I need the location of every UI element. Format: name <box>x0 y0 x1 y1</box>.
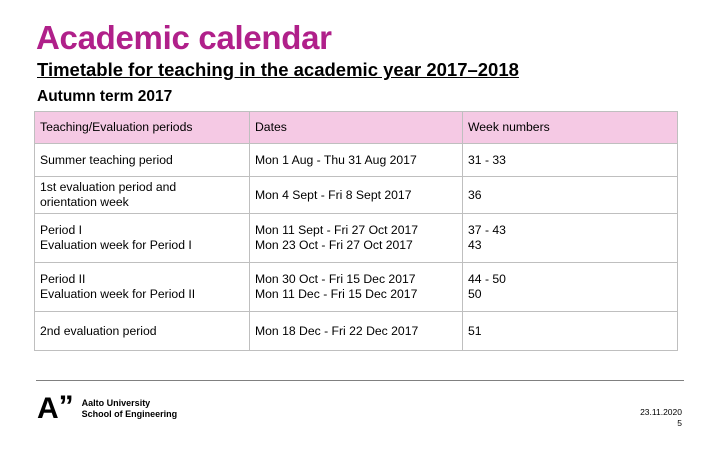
timetable <box>34 111 678 351</box>
weeks-cell <box>463 312 678 351</box>
school-name: School of Engineering <box>81 409 178 419</box>
university-name: Aalto University <box>81 398 151 408</box>
table-body <box>35 144 678 351</box>
table-row <box>35 312 678 351</box>
period-cell <box>35 214 250 263</box>
table-row <box>35 263 678 312</box>
table-row <box>35 144 678 177</box>
page-meta <box>640 407 682 429</box>
table-header <box>35 112 678 144</box>
dates-cell <box>250 214 463 263</box>
weeks-cell <box>463 144 678 177</box>
weeks-text: 44 - 50 <box>468 272 506 286</box>
footer-date: 23.11.2020 <box>640 407 682 417</box>
table-row <box>35 214 678 263</box>
header-weeks: Week numbers <box>463 112 678 144</box>
dates-cell <box>250 263 463 312</box>
period-text: 1st evaluation period and <box>40 180 177 194</box>
logo-text <box>82 398 178 420</box>
period-text: Period II <box>40 272 86 286</box>
dates-text: Mon 23 Oct - Fri 27 Oct 2017 <box>255 238 413 252</box>
dates-cell <box>250 177 463 214</box>
dates-cell <box>250 312 463 351</box>
dates-cell <box>250 144 463 177</box>
dates-text: Mon 18 Dec - Fri 22 Dec 2017 <box>255 323 419 338</box>
weeks-text: 43 <box>468 238 482 252</box>
weeks-text: 31 - 33 <box>468 152 506 167</box>
weeks-cell <box>463 263 678 312</box>
table-row <box>35 177 678 214</box>
dates-text: Mon 1 Aug - Thu 31 Aug 2017 <box>255 152 417 167</box>
weeks-text: 50 <box>468 287 482 301</box>
weeks-text: 51 <box>468 323 482 338</box>
footer-divider <box>36 380 684 381</box>
header-periods: Teaching/Evaluation periods <box>35 112 250 144</box>
period-text: Evaluation week for Period II <box>40 287 196 301</box>
period-text: Period I <box>40 223 83 237</box>
period-cell <box>35 144 250 177</box>
dates-text: Mon 11 Dec - Fri 15 Dec 2017 <box>255 287 418 301</box>
term-heading: Autumn term 2017 <box>37 88 173 105</box>
logo-mark: A <box>37 392 58 425</box>
period-text: 2nd evaluation period <box>40 323 157 338</box>
page-title: Academic calendar <box>36 19 332 56</box>
period-cell <box>35 177 250 214</box>
weeks-cell <box>463 214 678 263</box>
weeks-text: 36 <box>468 187 482 202</box>
period-text: Summer teaching period <box>40 152 173 167</box>
period-text: orientation week <box>40 195 129 209</box>
aalto-logo <box>37 390 178 425</box>
header-dates: Dates <box>250 112 463 144</box>
period-cell <box>35 312 250 351</box>
table-header-row <box>35 112 678 144</box>
weeks-cell <box>463 177 678 214</box>
period-text: Evaluation week for Period I <box>40 238 192 252</box>
period-cell <box>35 263 250 312</box>
page-subtitle: Timetable for teaching in the academic year 2017–2018 <box>37 59 519 80</box>
dates-text: Mon 30 Oct - Fri 15 Dec 2017 <box>255 272 416 286</box>
dates-text: Mon 4 Sept - Fri 8 Sept 2017 <box>255 187 412 202</box>
dates-text: Mon 11 Sept - Fri 27 Oct 2017 <box>255 223 419 237</box>
page-number: 5 <box>677 418 682 428</box>
logo-quote-mark: ” <box>58 390 74 423</box>
weeks-text: 37 - 43 <box>468 223 506 237</box>
